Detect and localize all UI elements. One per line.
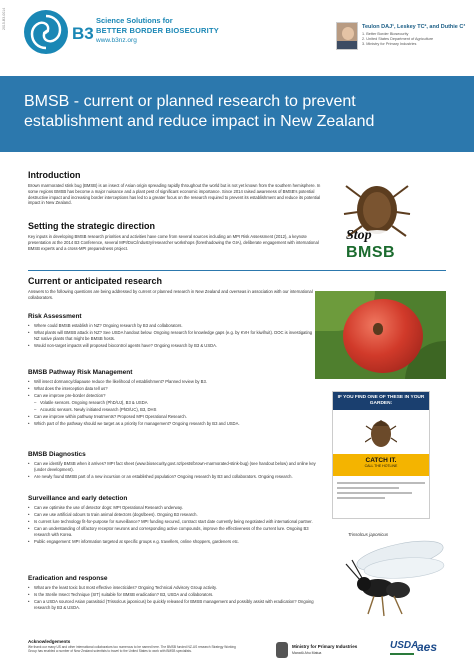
org-name: BETTER BORDER BIOSECURITY xyxy=(96,26,219,35)
current-intro: Answers to the following questions are being addressed by current or planned research in New Zealand and overseas in association with our international collaborators. xyxy=(28,289,313,300)
risk-list xyxy=(28,323,318,349)
list-item: • Can we identify BMSB when it arrives? MPI fact sheet (www.biosecurity.govt.nz/pests/brown-marmorated-stink-bug) (see handout below) and online key (under development). xyxy=(28,461,318,473)
list-item: • Is current lure technology fit-for-purpose for surveillance? MPI funding secured, contract start date currently being negotiated with international partner. xyxy=(28,519,318,525)
side-code: 2015-B3-0014 xyxy=(2,7,6,30)
flyer-text-line xyxy=(337,482,425,484)
acknowledgements-heading: Acknowledgements xyxy=(28,639,71,644)
eradication-heading: Eradication and response xyxy=(28,575,108,582)
section-divider xyxy=(28,270,446,271)
affiliation-1: 1. Better Border Biosecurity xyxy=(362,32,409,36)
list-subitem: – Acoustic sensors. Newly initiated research (PhD/UC), B3, DHS xyxy=(28,407,318,413)
authors: Teulon DAJ¹, Leskey TC², and Duthie C³ xyxy=(362,24,466,30)
strategic-section xyxy=(28,221,328,251)
org-url[interactable]: www.b3nz.org xyxy=(96,37,137,44)
flyer-catch-banner xyxy=(333,454,429,476)
pathway-list xyxy=(28,379,318,427)
list-item: • Can we improve within pathway treatments? Proposed MPI Operational Research. xyxy=(28,414,318,420)
usda-handout-flyer xyxy=(332,391,430,519)
usda-logo: USDA xyxy=(390,640,419,651)
b3-logo-text: B3 xyxy=(72,24,94,43)
surveillance-section xyxy=(28,495,318,546)
list-item: • Where could BMSB establish in NZ? Ongoing research by B3 and collaborators. xyxy=(28,323,318,329)
list-item: • What does the interception data tell us? xyxy=(28,386,318,392)
list-item: • Is the Sterile Insect Technique (SIT) suitable for BMSB eradication? B3, USDA and collaborators. xyxy=(28,592,318,598)
nz-crest-icon xyxy=(276,642,288,658)
author-shirt xyxy=(337,41,358,50)
surveillance-heading: Surveillance and early detection xyxy=(28,495,128,502)
surveillance-list xyxy=(28,505,318,545)
mpi-logo xyxy=(276,642,366,660)
list-item: • Which part of the pathway should we target as a priority for management? Ongoing research by B3 and USDA. xyxy=(28,421,318,427)
list-item: • Can we improve pre-border detection? xyxy=(28,393,318,399)
risk-assessment-section xyxy=(28,313,318,350)
list-item: • What are the least toxic but most effective insecticides? Ongoing Technical Advisory Group activity. xyxy=(28,585,318,591)
introduction-heading: Introduction xyxy=(28,170,81,180)
affiliation-2: 2. United States Department of Agriculture xyxy=(362,37,434,41)
list-item: • Will insect dormancy/diapause reduce the likelihood of establishment? Planned review by B3. xyxy=(28,379,318,385)
stop-word: Stop xyxy=(346,228,372,243)
flyer-footer xyxy=(337,482,425,512)
acknowledgements-text: We thank our many US and other international collaborators too numerous to be named here. The BMSB funded NZ-US research Strategy Working Group has enabled a number of New Zealand scientists to travel to the United States to work with BMSB specialists. xyxy=(28,645,236,654)
pathway-heading: BMSB Pathway Risk Management xyxy=(28,369,133,376)
current-research-section xyxy=(28,276,318,301)
apple-with-bmsb-photo xyxy=(315,291,446,379)
current-heading: Current or anticipated research xyxy=(28,276,163,286)
eradication-list xyxy=(28,585,318,611)
strategic-text: Key inputs in developing BMSB research priorities and activities have come from several sources including an MPI Risk Assessment (2012), a keynote presentation at the 2014 B3 Conference, several MPI/DoC/industry/researcher workshops (foreshadowing the GIA), deliberate engagement with international BMSB experts and a cross-MPI preparedness project. xyxy=(28,234,319,251)
diagnostics-list xyxy=(28,461,318,480)
apple-fruit xyxy=(343,299,423,373)
stop-bmsb-logo xyxy=(342,176,412,274)
list-item: • Can we optimise the use of detector dogs: MPI Operational Research underway. xyxy=(28,505,318,511)
stink-bug-icon xyxy=(365,416,397,450)
list-item: • Can a USDA sourced Asian parasitoid (Trissolcus japonicus) be quickly released for BMSB management and possibly assist with eradication? Ongoing research by B3 & USDA. xyxy=(28,599,318,611)
flyer-catch-text: CATCH IT. xyxy=(365,457,397,464)
list-item: • Are newly found BMSB part of a new incursion or an established population? Ongoing research by B3 and collaborators. Ongoing research. xyxy=(28,474,318,480)
list-item: • Can we use artificial odours to train animal detectors (dogs/bees). Ongoing B3 research. xyxy=(28,512,318,518)
flyer-text-line xyxy=(337,497,385,499)
poster-header xyxy=(0,0,474,76)
strategic-heading: Setting the strategic direction xyxy=(28,221,156,231)
risk-heading: Risk Assessment xyxy=(28,313,82,320)
flyer-text-line xyxy=(337,492,412,494)
list-item: • Public engagement: MPI information targeted at specific groups e.g. travellers, online shoppers, gardeners etc. xyxy=(28,539,318,545)
mpi-name: Ministry for Primary Industries xyxy=(292,644,358,649)
pathway-section xyxy=(28,369,318,428)
list-item: • Would non-target impacts will proposed biocontrol agents have? Ongoing research by B3 & USDA. xyxy=(28,343,318,349)
stink-bug xyxy=(373,323,383,335)
mpi-maori-name: Manatū Ahu Matua xyxy=(292,651,322,655)
list-item: • Can an understanding of olfactory receptor neurons and corresponding active compounds, improve the effectiveness of the current lure. Ongoing B3 research with Korea. xyxy=(28,526,318,538)
poster-title: BMSB - current or planned research to prevent establishment and reduce impact in New Zealand xyxy=(24,93,375,130)
aphis-logo: aes xyxy=(417,640,438,654)
trissolcus-wasp-image xyxy=(340,538,450,620)
author-photo xyxy=(336,22,358,50)
usda-logo-underline xyxy=(390,653,414,655)
affiliation-3: 3. Ministry for Primary Industries xyxy=(362,42,417,46)
diagnostics-section xyxy=(28,451,318,481)
introduction-section xyxy=(28,170,328,206)
author-face xyxy=(342,27,354,40)
diagnostics-heading: BMSB Diagnostics xyxy=(28,451,86,458)
b3-logo-icon xyxy=(24,10,68,54)
org-tagline: Science Solutions for xyxy=(96,16,173,25)
bmsb-word: BMSB xyxy=(346,244,396,261)
list-subitem: – Volatile sensors. Ongoing research (PhD/UJ), B3 & USDA xyxy=(28,400,318,406)
eradication-section xyxy=(28,575,318,612)
introduction-text: Brown marmorated stink bug (BMSB) is an insect of Asian origin spreading rapidly throughout the world but is not yet known from the southern hemisphere. In some regions BMSB has become a major nuisance and a plant pest of significant economic importance. Since 2014 raised awareness of BMSB's potential destructive impact and increasing border interceptions has led to a greater focus on the research required to prevent its establishment and reduce its potential impact in New Zealand. xyxy=(28,183,321,206)
flyer-title: IF YOU FIND ONE OF THESE IN YOUR GARDEN: xyxy=(333,392,429,410)
flyer-text-line xyxy=(337,487,399,489)
flyer-call-text: CALL THE HOTLINE xyxy=(364,464,398,468)
wasp-caption: Trissolcus japonicus xyxy=(348,532,389,537)
list-item: • What plants will BMSB attack in NZ? See USDA handout below. Ongoing research for knowledge gaps (e.g. by KVH for kiwifruit). DOC is investigating NZ native plants that might be BMSB hosts. xyxy=(28,330,318,342)
